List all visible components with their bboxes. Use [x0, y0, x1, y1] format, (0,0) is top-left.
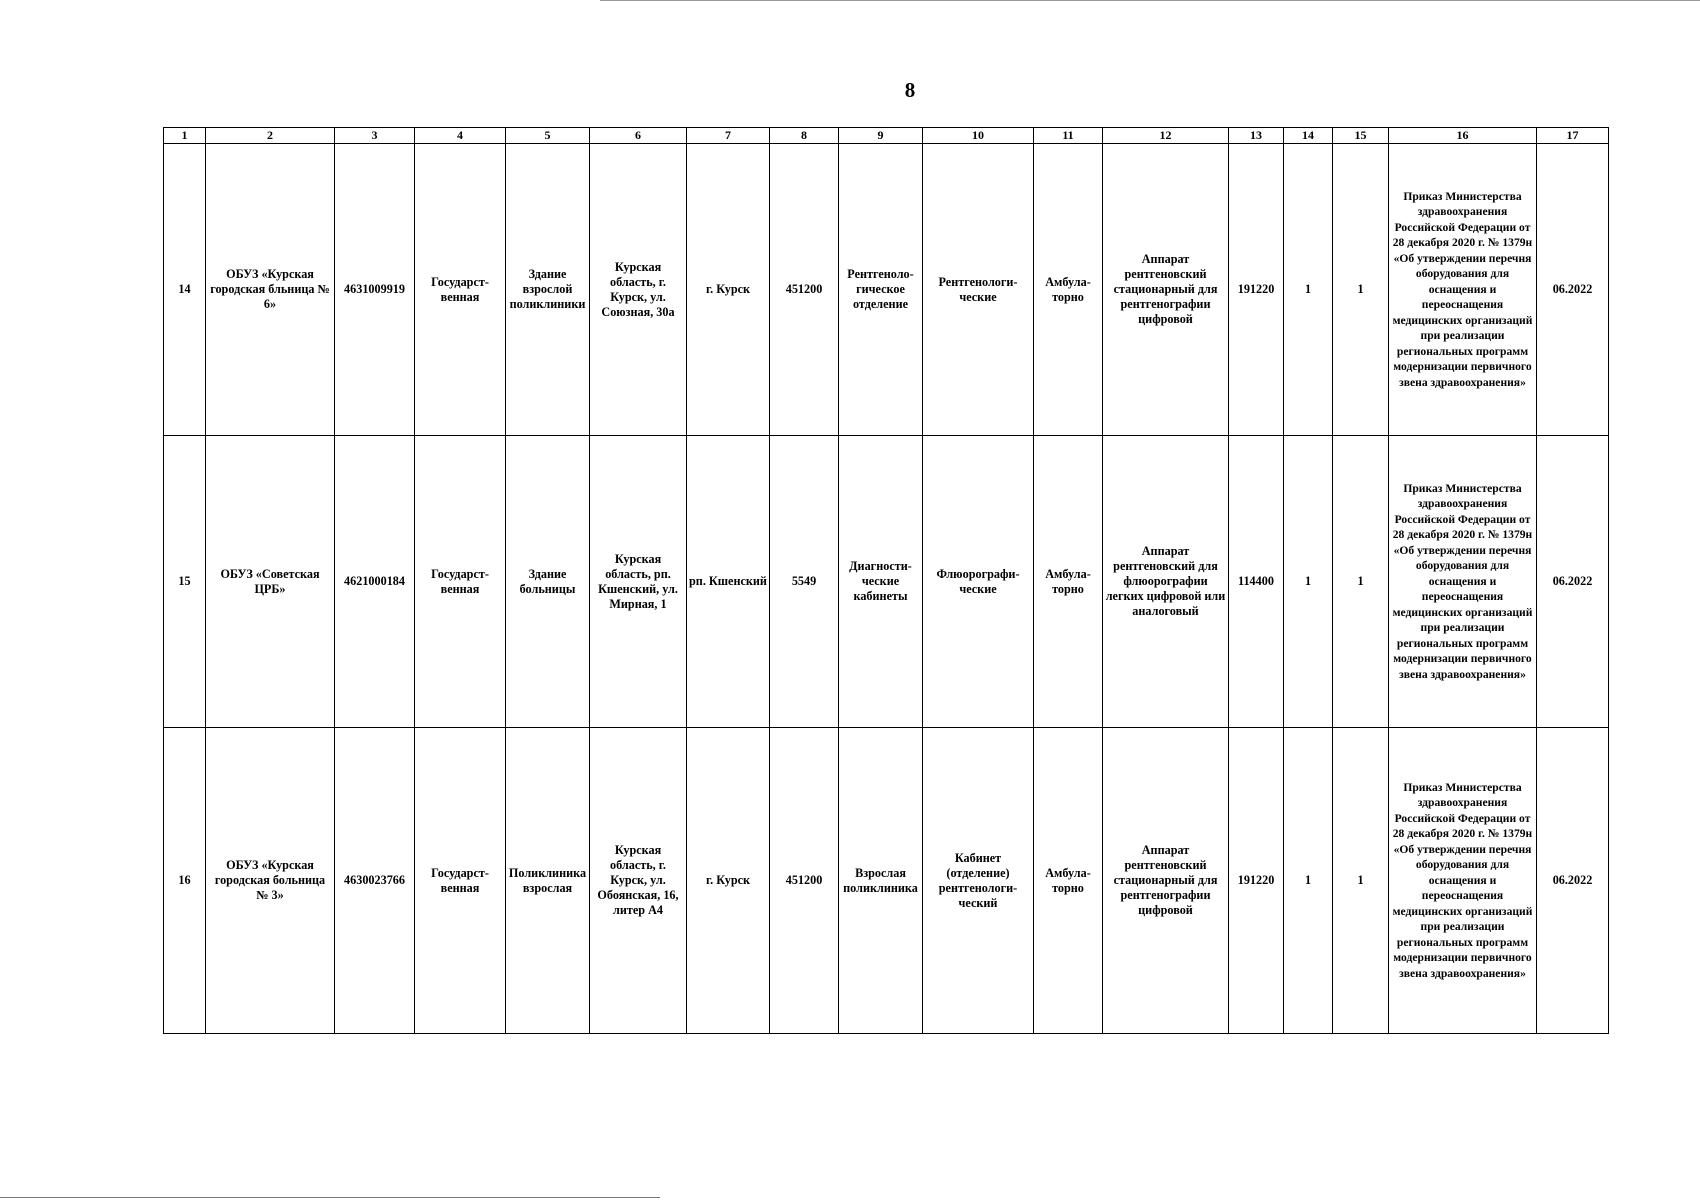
ownership-form: Государст-венная [415, 144, 506, 436]
cabinet-type: Кабинет (отделение) рентгенологи-ческий [923, 728, 1034, 1034]
deadline: 06.2022 [1537, 436, 1609, 728]
legal-basis: Приказ Министерства здравоохранения Российской Федерации от 28 декабря 2020 г. № 1379н «Об утверждении перечня оборудования для оснащения и переоснащения медицинских организаций при реализации региональных программ модернизации первичного звена здравоохранения» [1389, 144, 1537, 436]
equipment-name: Аппарат рентгеновский стационарный для рентгенографии цифровой [1103, 144, 1229, 436]
header-col-14: 14 [1284, 128, 1333, 144]
population: 451200 [770, 728, 839, 1034]
header-col-9: 9 [839, 128, 923, 144]
header-col-10: 10 [923, 128, 1034, 144]
organization-name: ОБУЗ «Советская ЦРБ» [206, 436, 335, 728]
care-mode: Амбула-торно [1034, 144, 1103, 436]
building: Здание взрослой поликлиники [506, 144, 590, 436]
deadline: 06.2022 [1537, 728, 1609, 1034]
settlement: рп. Кшенский [687, 436, 770, 728]
table-row [164, 436, 1609, 728]
row-number: 14 [164, 144, 206, 436]
table-row [164, 144, 1609, 436]
department: Диагности-ческие кабинеты [839, 436, 923, 728]
equipment-code: 191220 [1229, 728, 1284, 1034]
inn: 4630023766 [335, 728, 415, 1034]
row-number: 16 [164, 728, 206, 1034]
ownership-form: Государст-венная [415, 436, 506, 728]
header-col-15: 15 [1333, 128, 1389, 144]
header-col-11: 11 [1034, 128, 1103, 144]
column-number-row [164, 128, 1609, 144]
header-col-16: 16 [1389, 128, 1537, 144]
header-col-12: 12 [1103, 128, 1229, 144]
equipment-code: 191220 [1229, 144, 1284, 436]
equipment-name: Аппарат рентгеновский для флюорографии легких цифровой или аналоговый [1103, 436, 1229, 728]
row-number: 15 [164, 436, 206, 728]
building: Здание больницы [506, 436, 590, 728]
settlement: г. Курск [687, 728, 770, 1034]
quantity-b: 1 [1333, 144, 1389, 436]
header-col-2: 2 [206, 128, 335, 144]
department: Рентгеноло-гическое отделение [839, 144, 923, 436]
settlement: г. Курск [687, 144, 770, 436]
cabinet-type: Флюорографи-ческие [923, 436, 1034, 728]
deadline: 06.2022 [1537, 144, 1609, 436]
legal-basis: Приказ Министерства здравоохранения Российской Федерации от 28 декабря 2020 г. № 1379н «Об утверждении перечня оборудования для оснащения и переоснащения медицинских организаций при реализации региональных программ модернизации первичного звена здравоохранения» [1389, 436, 1537, 728]
cabinet-type: Рентгенологи-ческие [923, 144, 1034, 436]
header-col-8: 8 [770, 128, 839, 144]
care-mode: Амбула-торно [1034, 728, 1103, 1034]
quantity-a: 1 [1284, 728, 1333, 1034]
organization-name: ОБУЗ «Курская городская больница № 3» [206, 728, 335, 1034]
organization-name: ОБУЗ «Курская городская бльница № 6» [206, 144, 335, 436]
population: 451200 [770, 144, 839, 436]
population: 5549 [770, 436, 839, 728]
address: Курская область, г. Курск, ул. Союзная, 30а [590, 144, 687, 436]
header-col-1: 1 [164, 128, 206, 144]
care-mode: Амбула-торно [1034, 436, 1103, 728]
scan-artifact-bottom [0, 1197, 660, 1198]
document-table-container [163, 127, 1609, 1034]
scan-artifact-top [600, 0, 1700, 1]
table-row [164, 728, 1609, 1034]
header-col-7: 7 [687, 128, 770, 144]
header-col-4: 4 [415, 128, 506, 144]
address: Курская область, г. Курск, ул. Обоянская, 16, литер А4 [590, 728, 687, 1034]
building: Поликлиника взрослая [506, 728, 590, 1034]
header-col-13: 13 [1229, 128, 1284, 144]
header-col-17: 17 [1537, 128, 1609, 144]
department: Взрослая поликлиника [839, 728, 923, 1034]
equipment-table [163, 127, 1609, 1034]
quantity-b: 1 [1333, 436, 1389, 728]
quantity-b: 1 [1333, 728, 1389, 1034]
header-col-3: 3 [335, 128, 415, 144]
inn: 4621000184 [335, 436, 415, 728]
header-col-6: 6 [590, 128, 687, 144]
quantity-a: 1 [1284, 436, 1333, 728]
quantity-a: 1 [1284, 144, 1333, 436]
inn: 4631009919 [335, 144, 415, 436]
equipment-code: 114400 [1229, 436, 1284, 728]
header-col-5: 5 [506, 128, 590, 144]
page-number: 8 [904, 78, 916, 102]
ownership-form: Государст-венная [415, 728, 506, 1034]
address: Курская область, рп. Кшенский, ул. Мирная, 1 [590, 436, 687, 728]
equipment-name: Аппарат рентгеновский стационарный для рентгенографии цифровой [1103, 728, 1229, 1034]
legal-basis: Приказ Министерства здравоохранения Российской Федерации от 28 декабря 2020 г. № 1379н «Об утверждении перечня оборудования для оснащения и переоснащения медицинских организаций при реализации региональных программ модернизации первичного звена здравоохранения» [1389, 728, 1537, 1034]
